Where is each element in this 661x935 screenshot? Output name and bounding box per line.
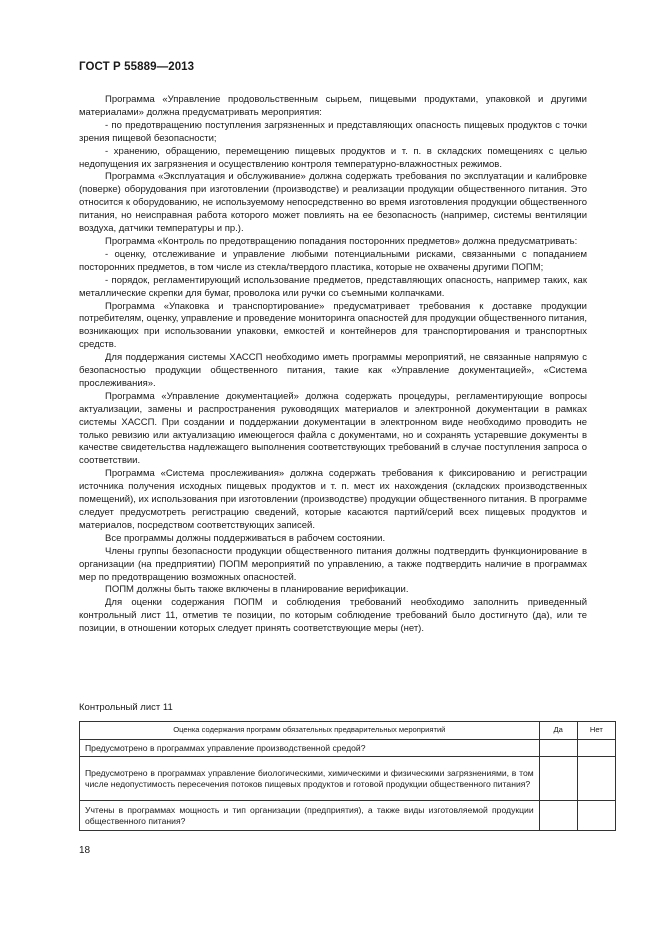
paragraph: - по предотвращению поступления загрязненных и представляющих опасность пищевых продуктов с точки зрения пищевой безопасности; [79, 119, 587, 144]
checklist-question: Учтены в программах мощность и тип организации (предприятия), а также виды изготовляемой продукции общественного питания? [80, 801, 540, 831]
checklist-question: Предусмотрено в программах управление биологическими, химическими и физическими загрязнениями, в том числе недопустимость пересечения потоков пищевых продуктов и готовой продукции общественного питания? [80, 757, 540, 801]
yes-column-header: Да [539, 722, 577, 740]
checklist-question: Предусмотрено в программах управление производственной средой? [80, 740, 540, 757]
paragraph: ПОПМ должны быть также включены в планирование верификации. [105, 584, 409, 596]
page-number: 18 [79, 845, 91, 856]
checklist-row [80, 740, 616, 757]
checklist-caption: Контрольный лист 11 [79, 702, 173, 713]
paragraph: Программа «Контроль по предотвращению попадания посторонних предметов» должна предусматривать: [105, 235, 578, 247]
no-answer-cell[interactable] [577, 757, 615, 801]
paragraph: Для поддержания системы ХАССП необходимо иметь программы мероприятий, не связанные напрямую с безопасностью продукции общественного питания, такие как «Управление документацией», «Система прослеживания». [79, 352, 587, 389]
no-answer-cell[interactable] [577, 740, 615, 757]
yes-answer-cell[interactable] [539, 801, 577, 831]
no-answer-cell[interactable] [577, 801, 615, 831]
checklist-row [80, 801, 616, 831]
no-column-header: Нет [577, 722, 615, 740]
question-column-header: Оценка содержания программ обязательных предварительных мероприятий [80, 722, 540, 740]
paragraph: Члены группы безопасности продукции общественного питания должны подтвердить функционирование в организации (на предприятии) ПОПМ мероприятий по управлению, а также подтвердить наличие в программах мер по предотвращению возможных опасностей. [79, 545, 587, 583]
yes-answer-cell[interactable] [539, 740, 577, 757]
checklist-row [80, 757, 616, 801]
paragraph: Программа «Система прослеживания» должна содержать требования к фиксированию и регистрации источника получения исходных пищевых продуктов и т. п. мест их нахождения (складских производственных помещений), их использования при изготовлении (производстве) продукции общественного питания. В программе следует предусмотреть регистрацию сведений, которые касаются партий/серий всех пищевых продуктов и материалов, посредством соответствующих записей. [79, 468, 587, 531]
paragraph: Программа «Упаковка и транспортирование» предусматривает требования к доставке продукции потребителям, оценку, управление и проведение мониторинга опасностей для продукции общественного питания, возникающих при использовании упаковки, емкостей и контейнеров для транспортирования и транспортных средств. [79, 300, 587, 351]
paragraph: - оценку, отслеживание и управление любыми потенциальными рисками, связанными с попаданием посторонних предметов, в том числе из стекла/твердого пластика, которые не охвачены другими ПОПМ; [79, 248, 587, 273]
paragraph: - порядок, регламентирующий использование предметов, представляющих опасность, например таких, как металлические скрепки для бумаг, проволока или ручки со съемными колпачками. [79, 274, 587, 299]
paragraph: - хранению, обращению, перемещению пищевых продуктов и т. п. в складских помещениях с целью недопущения их загрязнения и осуществлению контроля температурно-влажностных режимов. [79, 145, 587, 170]
body-text [79, 94, 587, 636]
checklist-table [79, 721, 616, 831]
paragraph: Для оценки содержания ПОПМ и соблюдения требований необходимо заполнить приведенный контрольный лист 11, отметив те позиции, по которым соблюдение требований было достигнуто (да), или те позиции, в отношении которых следует принять соответствующие меры (нет). [79, 597, 587, 635]
checklist-header-row [80, 722, 616, 740]
yes-answer-cell[interactable] [539, 757, 577, 801]
paragraph: Программа «Управление документацией» должна содержать процедуры, регламентирующие вопросы актуализации, замены и распространения руководящих материалов и электронной документации в рамках системы ХАССП. При создании и поддержании документации в электронном виде необходимо проводить не только ревизию или актуализацию имеющегося файла с документами, но и сохранять устаревшие документы в качестве свидетельства надлежащего выполнения соответствующих требований в случае поступления запроса о соответствии. [79, 390, 587, 467]
paragraph: Программа «Управление продовольственным сырьем, пищевыми продуктами, упаковкой и другими материалами» должна предусматривать мероприятия: [79, 94, 587, 118]
page-header-standard-code: ГОСТ Р 55889—2013 [79, 61, 195, 73]
paragraph: Программа «Эксплуатация и обслуживание» должна содержать требования по эксплуатации и калибровке (поверке) оборудования при изготовлении (производстве) и реализации продукции общественного питания. Это относится к оборудованию, не используемому непосредственно во время изготовления продукции общественного питания, но неисправная работа которого может повлиять на ее безопасность (например, системы вентиляции воздуха, датчики температуры и пр.). [79, 171, 587, 235]
paragraph: Все программы должны поддерживаться в рабочем состоянии. [105, 532, 386, 544]
